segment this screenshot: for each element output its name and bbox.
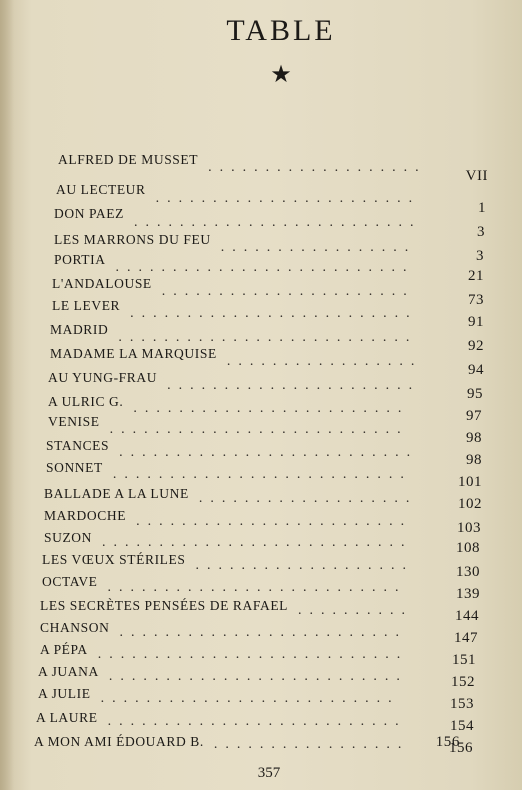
toc-entry-title: A PÉPA [40, 642, 88, 657]
toc-entry-title: LES MARRONS DU FEU [54, 232, 211, 247]
toc-entry-title: PORTIA [54, 252, 106, 267]
toc-entry-page: 151 [452, 652, 476, 668]
toc-entry [36, 710, 474, 732]
toc-entry-title: MARDOCHE [44, 508, 127, 523]
toc-entry-title: LE LEVER [52, 298, 121, 313]
dot-leader: .......................... [118, 330, 418, 345]
dot-leader: .......................... [115, 260, 415, 275]
dot-leader: ........................... [102, 535, 413, 550]
toc-entry-title: L'ANDALOUSE [52, 276, 152, 291]
dot-leader: .......................... [107, 714, 407, 729]
toc-entry-title: LES SECRÈTES PENSÉES DE RAFAEL [40, 598, 289, 613]
dot-leader: ......................... [119, 625, 407, 640]
dot-leader: ................. [226, 354, 423, 369]
dot-leader: .......................... [108, 669, 408, 684]
toc-entry-title: BALLADE A LA LUNE [44, 486, 189, 501]
dot-leader: .......................... [112, 467, 412, 482]
toc-entry-title: DON PAEZ [54, 206, 124, 221]
toc-entry-title: STANCES [46, 438, 110, 453]
dot-leader: .......................... [100, 691, 400, 706]
toc-entry [40, 620, 478, 646]
page-title: TABLE [226, 14, 336, 47]
dot-leader: ................... [198, 491, 418, 506]
dot-leader: ......................... [133, 215, 422, 230]
toc-entry [58, 152, 488, 184]
toc-entry-title: CHANSON [40, 620, 110, 635]
toc-entry-title: SONNET [46, 460, 103, 475]
dot-leader: ................. [213, 737, 410, 752]
toc-entry-title: SUZON [44, 530, 93, 545]
star-ornament: ★ [270, 62, 292, 88]
toc-entry-page: 102 [458, 496, 482, 512]
dot-leader: ................... [195, 558, 414, 573]
toc-entry-page: 92 [468, 338, 484, 354]
toc-entry [44, 508, 481, 536]
dot-leader: ...................... [161, 284, 415, 299]
dot-leader: ........................ [136, 514, 413, 529]
toc-entry-page: 3 [477, 224, 485, 240]
toc-entry [42, 552, 480, 580]
toc-entry-title: MADRID [50, 322, 109, 337]
dot-leader: ........................ [133, 401, 410, 416]
toc-entry [44, 530, 480, 556]
toc-entry-title: A JUANA [38, 664, 99, 679]
toc-entry-page: 154 [450, 718, 474, 734]
dot-leader: ...................... [167, 378, 421, 393]
toc-entry-title: AU LECTEUR [56, 182, 146, 197]
dot-leader: ......................... [130, 306, 418, 321]
toc-entry-page: 103 [457, 520, 481, 536]
dot-leader: ........................... [97, 647, 409, 662]
toc-entry-page: 94 [468, 362, 484, 378]
toc-entry-title: A LAURE [36, 710, 98, 725]
toc-entry-page: 97 [466, 408, 482, 424]
toc-entry-page: 130 [456, 564, 480, 580]
toc-entry-title: ALFRED DE MUSSET [58, 152, 199, 167]
toc-entry [40, 598, 479, 624]
toc-entry-title: A ULRIC G. [48, 394, 124, 409]
toc-entry-title: AU YUNG-FRAU [48, 370, 158, 385]
toc-entry-title: OCTAVE [42, 574, 98, 589]
toc-entry-page: 91 [468, 314, 484, 330]
toc-entry-page: 153 [450, 696, 474, 712]
toc-entry-page: 98 [466, 430, 482, 446]
toc-entry-page: 3 [476, 248, 484, 264]
dot-leader: ................... [208, 160, 427, 175]
dot-leader: .......................... [107, 580, 407, 595]
toc-entry-page: 144 [455, 608, 479, 624]
toc-entry-page: 73 [468, 292, 484, 308]
toc-entry [34, 734, 473, 756]
toc-entry [38, 664, 475, 690]
toc-entry-page: 1 [478, 200, 486, 216]
dot-leader: .......................... [109, 422, 409, 437]
toc-entry-page: 98 [466, 452, 482, 468]
toc-entry-page: 108 [456, 540, 480, 556]
page-number: 357 [257, 765, 281, 781]
toc-entry-page: 156 [449, 740, 473, 756]
toc-entry-title: VENISE [48, 414, 100, 429]
toc-entry-title: A MON AMI ÉDOUARD B. [34, 734, 204, 749]
toc-entry-page: 21 [468, 268, 484, 284]
toc-trailing-page: 156 [435, 734, 460, 750]
toc-entry [44, 486, 482, 512]
dot-leader: .......................... [119, 445, 419, 460]
toc-entry [40, 642, 476, 668]
dot-leader: ................. [220, 240, 417, 255]
toc-entry [46, 460, 482, 490]
toc-entry-page: 152 [451, 674, 475, 690]
toc-entry-page: 95 [467, 386, 483, 402]
toc-entry-title: A JULIE [38, 686, 91, 701]
toc-entry-page: 139 [456, 586, 480, 602]
toc-entry-title: MADAME LA MARQUISE [50, 346, 217, 361]
toc-entry-page: 147 [454, 630, 478, 646]
dot-leader: .......... [298, 603, 414, 618]
toc-entry [42, 574, 480, 602]
toc-entry [38, 686, 474, 712]
toc-entry-title: LES VŒUX STÉRILES [42, 552, 186, 567]
toc-entry-page: 101 [458, 474, 482, 490]
toc-entry-page: VII [465, 168, 488, 184]
dot-leader: ....................... [155, 191, 421, 206]
